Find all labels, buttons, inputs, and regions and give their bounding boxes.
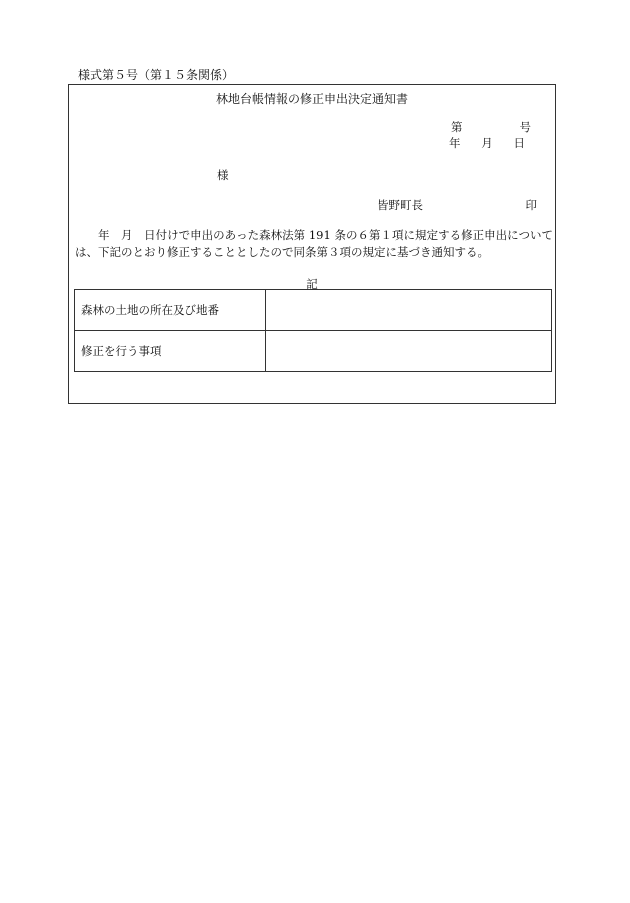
row-value-correction: [266, 331, 552, 372]
number-suffix: 号: [519, 120, 531, 134]
document-title: 林地台帳情報の修正申出決定通知書: [215, 92, 408, 106]
issuer-line: [377, 197, 537, 213]
row-label-location: 森林の土地の所在及び地番: [75, 290, 266, 331]
number-prefix: 第: [451, 120, 463, 134]
seal-mark: 印: [525, 198, 537, 212]
row-label-correction: 修正を行う事項: [75, 331, 266, 372]
form-number: 様式第５号（第１５条関係）: [78, 68, 235, 82]
addressee-honorific: 様: [217, 168, 229, 182]
row-value-location: [266, 290, 552, 331]
detail-table: [74, 289, 552, 372]
date-month: 月: [481, 136, 493, 150]
date-line: [449, 135, 525, 151]
notice-number-line: [451, 119, 531, 135]
table-row: [75, 290, 552, 331]
issuer-name: 皆野町長: [377, 198, 423, 212]
table-row: [75, 331, 552, 372]
notice-frame: [68, 84, 556, 404]
addressee-line: [217, 167, 229, 183]
date-day: 日: [513, 136, 525, 150]
notice-body-text: 年 月 日付けで申出のあった森林法第 191 条の６第１項に規定する修正申出については、下記のとおり修正することとしたので同条第３項の規定に基づき通知する。: [75, 228, 553, 259]
date-year: 年: [449, 136, 461, 150]
ki-heading: 記: [306, 277, 318, 291]
